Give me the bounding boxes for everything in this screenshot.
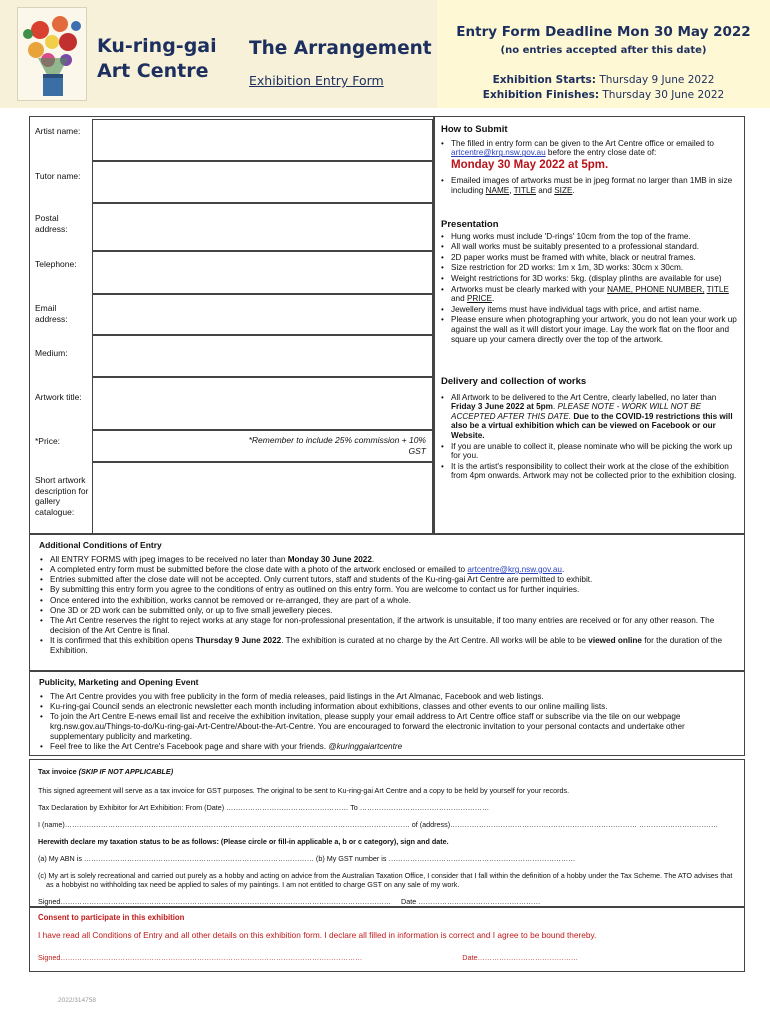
art-centre-name-line2: Art Centre [97, 60, 209, 82]
condition-item: • By submitting this entry form you agree to the conditions of entry as outlined on this entry form. You are welcome to contact us for further inquiries. [36, 585, 738, 595]
conditions-heading: Additional Conditions of Entry [39, 540, 162, 550]
presentation-item: • Please ensure when photographing your artwork, you do not lean your work up against the wall as it will distort your image. Lay the work flat on the floor and square up your camera directly over the top of the artwork. [441, 315, 741, 344]
delivery-item: • If you are unable to collect it, please nominate who will be picking the work up for you. [441, 442, 741, 461]
tax-declaration-line[interactable]: Tax Declaration by Exhibitor for Art Exhibition: From (Date) …………………………………………… To ……………………………………………… [38, 803, 490, 812]
tax-line: This signed agreement will serve as a tax invoice for GST purposes. The original to be sent to Ku-ring-gai Art Centre and a copy to be held by yourself for your records. [38, 786, 570, 795]
email-address-label: Email address: [35, 303, 68, 324]
condition-item: • It is confirmed that this exhibition opens Thursday 9 June 2022. The exhibition is curated at no charge by the Art Centre. All works will be able to be viewed online for the duration of the Exhibition. [36, 636, 738, 655]
title-keyword: TITLE [706, 284, 729, 294]
condition-text: for the duration of the Exhibition. [50, 635, 723, 655]
publicity-item: • Ku-ring-gai Council sends an electronic newsletter each month including information about exhibitions, classes and other events to our online mailing lists. [36, 702, 738, 712]
artcentre-email-link[interactable]: artcentre@krg.nsw.gov.au [467, 564, 562, 574]
publicity-section [29, 671, 745, 756]
finishes-date: Thursday 30 June 2022 [602, 89, 725, 101]
deadline-date: Mon 30 May 2022 [616, 24, 751, 40]
condition-item: • All ENTRY FORMS with jpeg images to be received no later than Monday 30 June 2022. [36, 555, 738, 565]
consent-signature-line[interactable] [38, 953, 738, 962]
publicity-item: • The Art Centre provides you with free publicity in the form of media releases, paid listings in the Art Almanac, Facebook and web listings. [36, 692, 738, 702]
consent-section [29, 907, 745, 972]
short-description-label: Short artwork description for gallery catalogue: [35, 475, 89, 517]
exhibition-title: The Arrangement [249, 38, 432, 59]
consent-heading: Consent to participate in this exhibition [38, 913, 185, 922]
condition-text: A completed entry form must be submitted before the close date with a photo of the artwork enclosed or emailed to [50, 564, 466, 574]
condition-text: It is confirmed that this exhibition opens [50, 635, 194, 645]
conditions-section [29, 534, 745, 671]
condition-text: All ENTRY FORMS with jpeg images to be received no later than [50, 554, 286, 564]
short-description-field[interactable] [92, 462, 433, 534]
tutor-name-field[interactable] [92, 161, 433, 203]
tax-signed[interactable]: Signed………………………………………………………………………………………………………………………… [38, 897, 392, 906]
tax-signature-line[interactable] [38, 897, 738, 906]
delivery-item: • All Artwork to be delivered to the Art Centre, clearly labelled, no later than Friday 3 June 2022 at 5pm. PLEASE NOTE - WORK WILL NOT BE ACCEPTED AFTER THIS DATE. Due to the COVID-19 restrictions this will also be a virtual exhibition which can be viewed on Facebook or our Website. [441, 393, 741, 441]
no-entries-note: (no entries accepted after this date) [500, 45, 707, 56]
exhibition-finishes [437, 89, 770, 101]
how-to-submit-heading: How to Submit [441, 124, 508, 135]
tax-date[interactable]: Date …………………………………………… [401, 897, 541, 906]
mark-text: Artworks must be clearly marked with your [451, 284, 605, 294]
condition-text: The exhibition is curated at no charge by the Art Centre. All works will be able to be [285, 635, 586, 645]
artwork-title-label: Artwork title: [35, 392, 82, 402]
deadline-label: Entry Form Deadline [456, 24, 613, 40]
form-subtitle: Exhibition Entry Form [249, 73, 384, 88]
tax-heading: Tax invoice [38, 767, 77, 776]
postal-address-field[interactable] [92, 203, 433, 251]
image-format-text: Emailed images of artworks must be in jpeg format no larger than 1MB in size including [451, 176, 733, 195]
how-to-submit-section [441, 125, 741, 197]
publicity-item [36, 742, 738, 752]
and-text: and [451, 294, 465, 304]
delivery-item: • It is the artist's responsibility to collect their work at the close of the exhibition from 4pm onwards. Artwork may not be collected prior to the exhibition closing. [441, 462, 741, 481]
submit-text: The filled in entry form can be given to the Art Centre office or emailed to [451, 138, 714, 148]
tax-hobby-line: (c) My art is solely recreational and carried out purely as a hobby and acting on advice from the Australian Taxation Office, I consider that I fall within the definition of a hobby under the Tax Scheme. The ATO advises that as a hobbyist no withholding tax need be applied to sales of my paintings. I am not entitled to charge GST on any sale of my work. [38, 871, 733, 889]
tax-heading-note: (SKIP IF NOT APPLICABLE) [78, 767, 174, 776]
submit-text-end: before the entry close date of: [547, 148, 657, 158]
price-label: *Price: [35, 436, 61, 446]
name-phone-keyword: NAME, PHONE NUMBER, [607, 284, 705, 294]
presentation-item: • Hung works must include 'D-rings' 10cm from the top of the frame. [441, 232, 741, 242]
publicity-heading: Publicity, Marketing and Opening Event [39, 677, 199, 687]
presentation-item: • 2D paper works must be framed with white, black or neutral frames. [441, 253, 741, 263]
delivery-heading: Delivery and collection of works [441, 376, 587, 387]
header-banner [0, 0, 770, 108]
condition-item: • One 3D or 2D work can be submitted only, or up to five small jewellery pieces. [36, 606, 738, 616]
consent-text: I have read all Conditions of Entry and all other details on this exhibition form. I declare all filled in information is correct and I agree to be bound thereby. [38, 930, 597, 940]
commission-note: *Remember to include 25% commission + 10% GST [248, 435, 426, 456]
presentation-item: • All wall works must be suitably presented to a professional standard. [441, 242, 741, 252]
medium-field[interactable] [92, 335, 433, 377]
delivery-text: All Artwork to be delivered to the Art Centre, clearly labelled, no later than [451, 392, 717, 402]
tax-abn-gst-line[interactable]: (a) My ABN is …………………………………………………………………………………… (b) My GST number is …………………………………………………………………… [38, 854, 576, 863]
art-centre-name-line1: Ku-ring-gai [97, 35, 217, 57]
exhibition-starts [437, 74, 770, 86]
publicity-text: Feel free to like the Art Centre's Facebook page and share with your friends. [50, 741, 326, 751]
consent-heading-line [38, 913, 738, 922]
tax-heading-line [38, 767, 738, 776]
artist-name-label: Artist name: [35, 126, 81, 136]
tutor-name-label: Tutor name: [35, 171, 81, 181]
submit-item: • Emailed images of artworks must be in jpeg format no larger than 1MB in size including NAME, TITLE and SIZE. [441, 176, 741, 195]
presentation-item: • Size restriction for 2D works: 1m x 1m, 3D works: 30cm x 30cm. [441, 263, 741, 273]
condition-item: • Once entered into the exhibition, works cannot be removed or re-arranged, they are part of a whole. [36, 596, 738, 606]
tax-name-address-line[interactable]: I (name)……………………………………………………………………………………………………………………………… of (address)…………………………………………………………………… …………………………… [38, 820, 719, 829]
close-date-highlight: Monday 30 May 2022 at 5pm. [451, 158, 609, 171]
title-keyword: TITLE [513, 185, 536, 195]
art-centre-name [97, 34, 217, 84]
tax-status-line: Herewith declare my taxation status to be as follows: (Please circle or fill-in applicable a, b or c category), sign and date. [38, 837, 449, 846]
submit-item [441, 139, 741, 158]
flowers-painting-icon [18, 8, 87, 101]
tax-invoice-section [29, 759, 745, 907]
deadline-panel [437, 0, 770, 108]
entry-deadline [437, 24, 770, 40]
size-keyword: SIZE [554, 185, 573, 195]
consent-signed[interactable]: Signed……………………………………………………………………………………………………………… [38, 953, 363, 962]
condition-date: Thursday 9 June 2022 [195, 635, 282, 645]
condition-date: Monday 30 June 2022 [287, 554, 372, 564]
delivery-date: Friday 3 June 2022 at 5pm [451, 402, 553, 412]
name-keyword: NAME [485, 185, 510, 195]
publicity-item: • To join the Art Centre E-news email list and receive the exhibition invitation, please supply your email address to Art Centre office staff or subscribe via the tile on our webpage krg.nsw.gov.au/Things-to-do/Ku-ring-gai-Art-Centre/About-the-Art-Centre. You are encouraged to forward the electronic invitation to your personal contacts and undertake other supplementary publicity and marketing. [36, 712, 738, 741]
postal-address-label: Postal address: [35, 213, 68, 234]
artist-name-field[interactable] [92, 119, 433, 161]
presentation-section [441, 220, 741, 345]
art-centre-logo [17, 7, 87, 101]
price-field[interactable] [92, 430, 433, 462]
presentation-heading: Presentation [441, 219, 499, 230]
condition-item: • A completed entry form must be submitted before the close date with a photo of the artwork enclosed or emailed to artcentre@krg.nsw.gov.au. [36, 565, 738, 575]
presentation-item: • Weight restrictions for 3D works: 5kg. (display plinths are available for use) [441, 274, 741, 284]
document-stamp: 2022/314758 [58, 997, 96, 1004]
artcentre-email-link[interactable]: artcentre@krg.nsw.gov.au [451, 148, 546, 158]
delivery-note: PLEASE NOTE - WORK WILL NOT BE ACCEPTED AFTER THIS DATE. [451, 402, 702, 421]
presentation-item: • Artworks must be clearly marked with your NAME, PHONE NUMBER, TITLE and PRICE. [441, 285, 741, 304]
delivery-section [441, 377, 741, 482]
email-address-field[interactable] [92, 294, 433, 335]
covid-note: Due to the COVID-19 restrictions this will also be a virtual exhibition which can be viewed on Facebook or our Website. [451, 411, 733, 440]
starts-label: Exhibition Starts: [492, 74, 596, 86]
condition-item: • Entries submitted after the close date will not be accepted. Only current tutors, staff and students of the Ku-ring-gai Art Centre are permitted to exhibit. [36, 575, 738, 585]
telephone-field[interactable] [92, 251, 433, 294]
artwork-title-field[interactable] [92, 377, 433, 430]
price-keyword: PRICE [466, 294, 492, 304]
consent-date[interactable]: Date…………………………………… [462, 953, 579, 962]
and-text: and [538, 185, 552, 195]
presentation-item: • Jewellery items must have individual tags with price, and artist name. [441, 305, 741, 315]
facebook-handle: @kuringgaiartcentre [328, 741, 403, 751]
viewed-online-text: viewed online [588, 635, 642, 645]
telephone-label: Telephone: [35, 259, 77, 269]
condition-item: • The Art Centre reserves the right to reject works at any stage for non-professional presentation, if the artwork is unsuitable, if too many entries are received or for any other reason. The decision of the Art Centre is final. [36, 616, 738, 635]
starts-date: Thursday 9 June 2022 [599, 74, 715, 86]
medium-label: Medium: [35, 348, 68, 358]
finishes-label: Exhibition Finishes: [482, 89, 600, 101]
